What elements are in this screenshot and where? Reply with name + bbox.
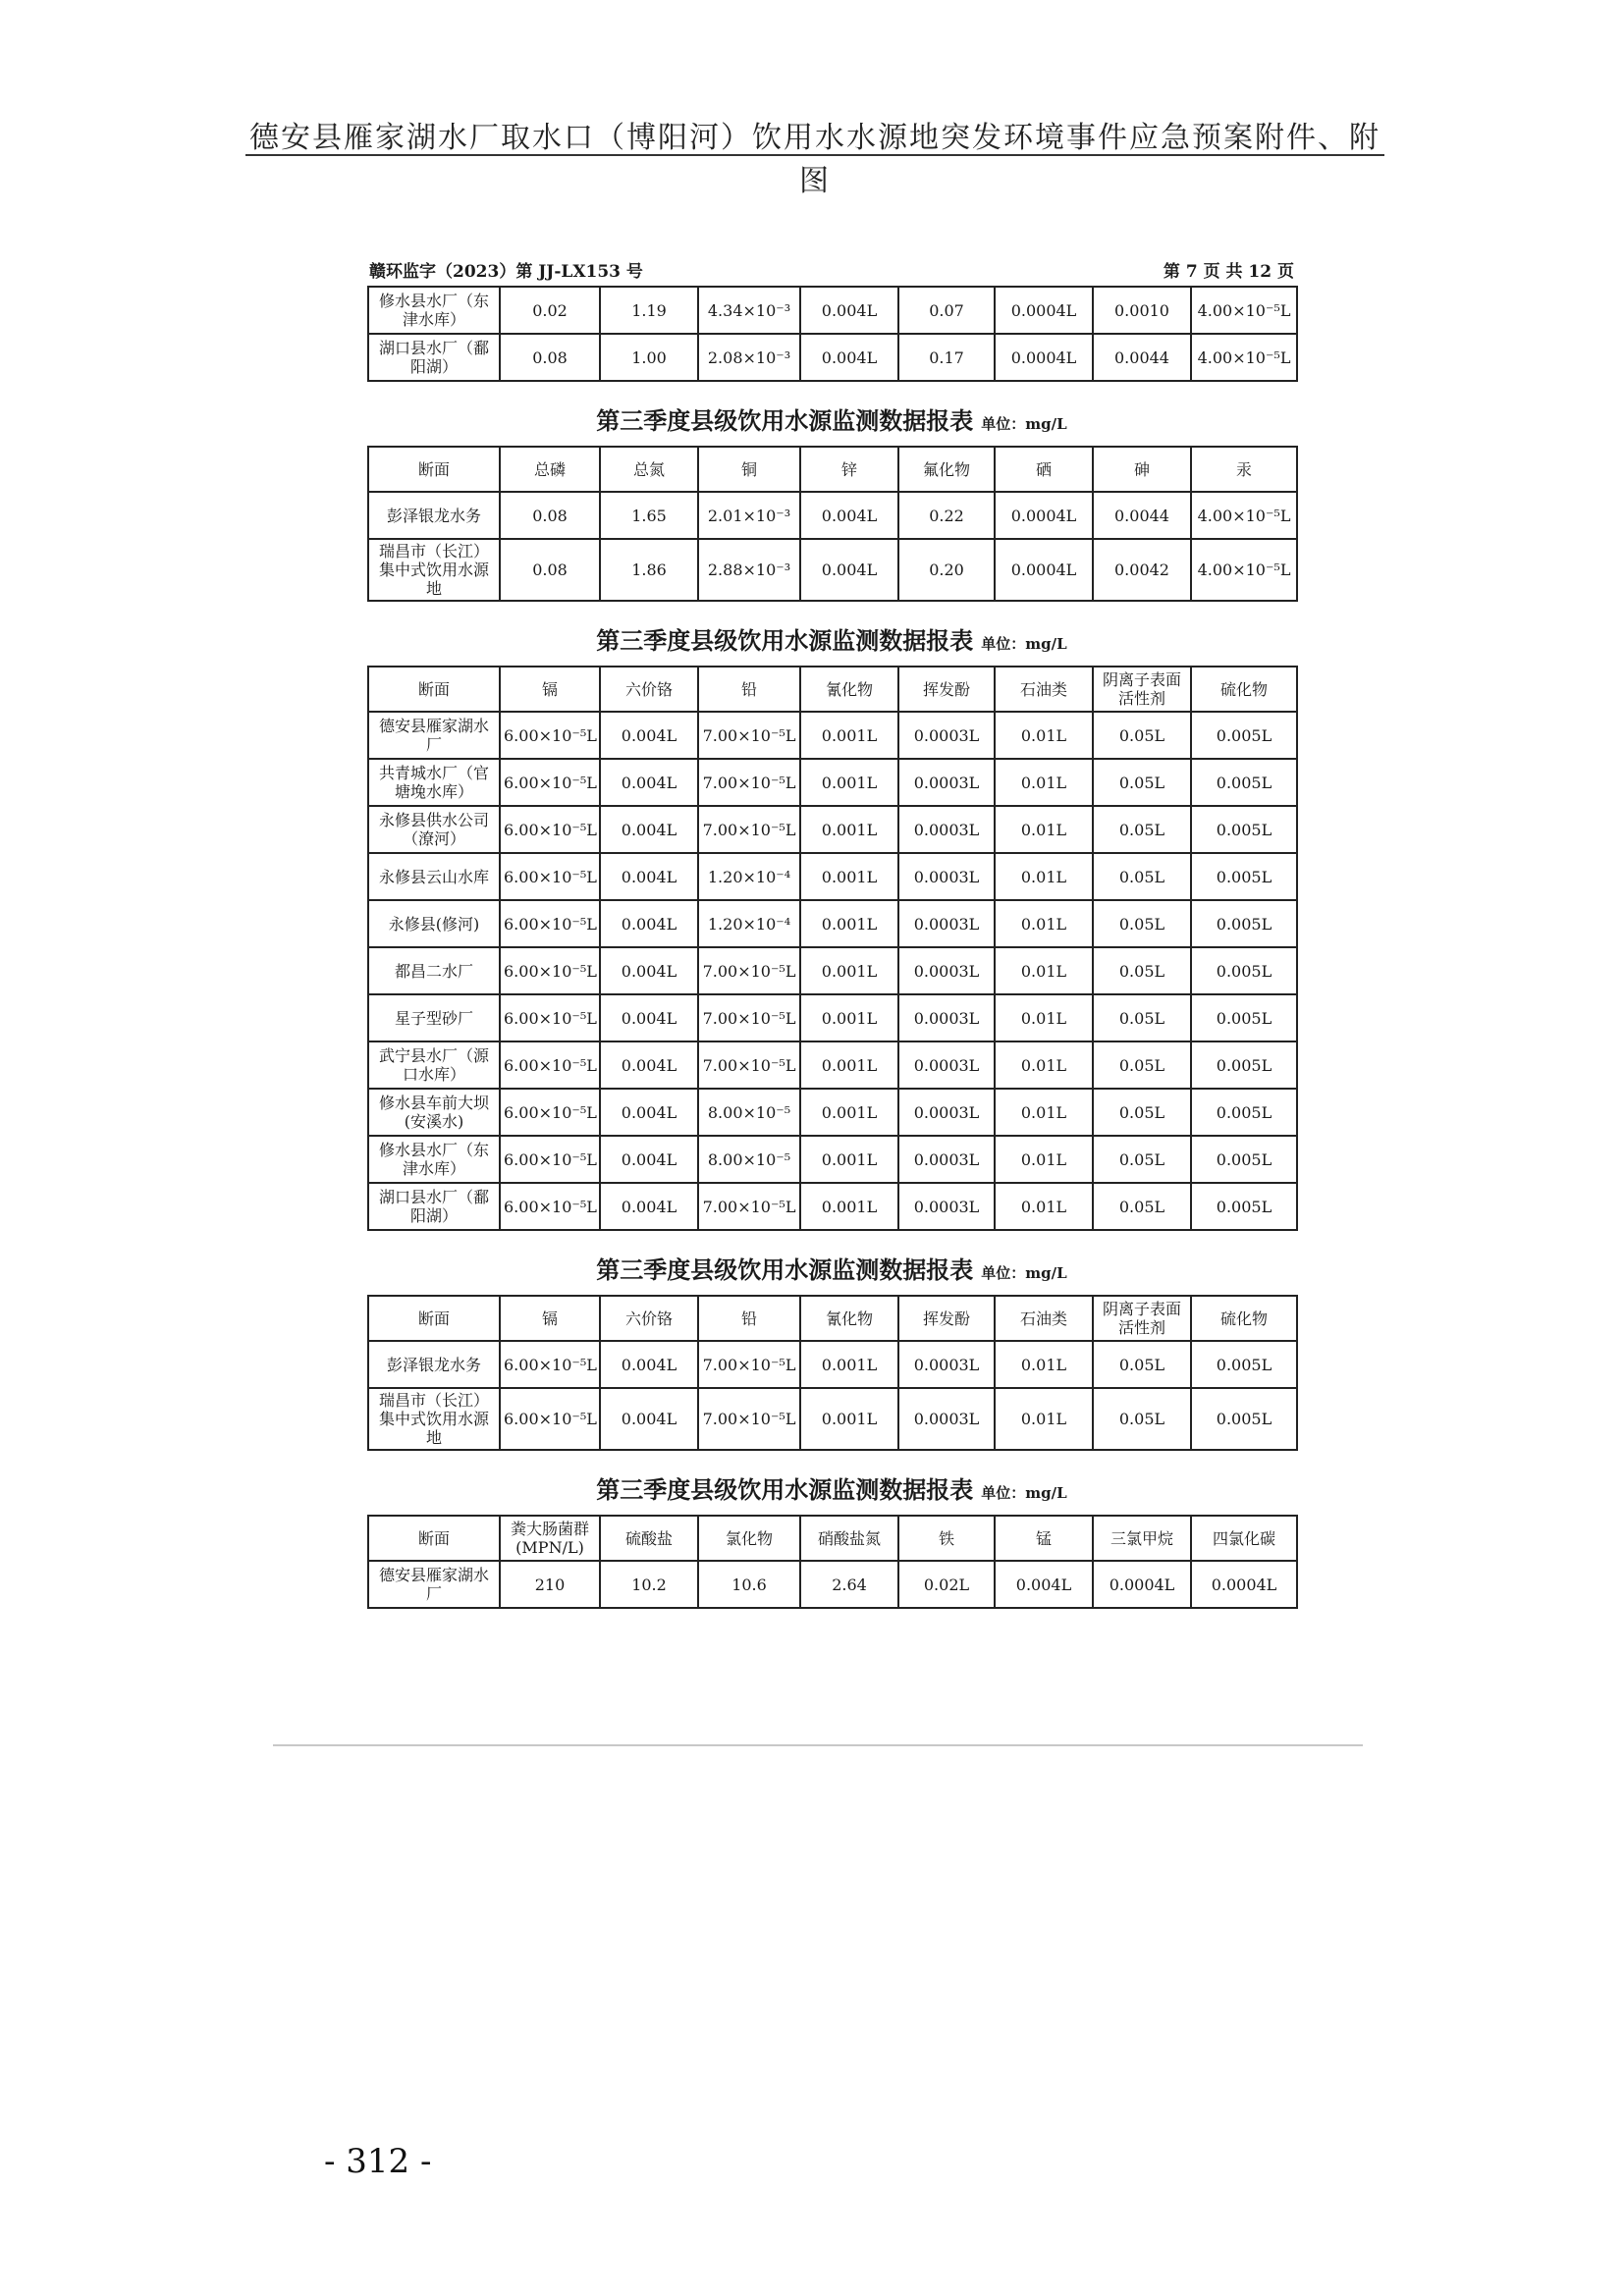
- table-cell: 0.0004L: [995, 539, 1093, 601]
- table-cell: 7.00×10⁻⁵L: [698, 994, 800, 1041]
- column-header: 硫化物: [1191, 667, 1297, 712]
- table-cell: 0.01L: [995, 1136, 1093, 1183]
- table-cell: 0.05L: [1093, 1183, 1191, 1230]
- table-row: [368, 1388, 1297, 1450]
- table-cell: 0.08: [500, 539, 600, 601]
- table-cell: 2.08×10⁻³: [698, 334, 800, 381]
- table-cell: 0.0003L: [898, 947, 995, 994]
- table-cell: 0.004L: [800, 492, 898, 539]
- table4-unit: 单位：mg/L: [981, 1264, 1067, 1282]
- column-header: 氟化物: [898, 447, 995, 492]
- table-cell: 6.00×10⁻⁵L: [500, 1388, 600, 1450]
- table-cell: 10.2: [600, 1561, 698, 1608]
- table-cell: 0.01L: [995, 947, 1093, 994]
- table-cell: 6.00×10⁻⁵L: [500, 1183, 600, 1230]
- table-row: [368, 1041, 1297, 1089]
- row-section-name: 都昌二水厂: [368, 947, 500, 994]
- table-cell: 0.02L: [898, 1561, 995, 1608]
- table-cell: 0.05L: [1093, 759, 1191, 806]
- table-row: [368, 947, 1297, 994]
- table-row: [368, 853, 1297, 900]
- column-header: 铜: [698, 447, 800, 492]
- table-cell: 0.0003L: [898, 1341, 995, 1388]
- table-cell: 0.005L: [1191, 1183, 1297, 1230]
- table-cell: 210: [500, 1561, 600, 1608]
- document-header: 德安县雁家湖水厂取水口（博阳河）饮用水水源地突发环境事件应急预案附件、附图: [249, 121, 1380, 198]
- column-header-section: 断面: [368, 447, 500, 492]
- table-cell: 6.00×10⁻⁵L: [500, 1341, 600, 1388]
- table-cell: 0.005L: [1191, 759, 1297, 806]
- table-cell: 0.001L: [800, 900, 898, 947]
- table-cell: 4.00×10⁻⁵L: [1191, 287, 1297, 334]
- table-cell: 7.00×10⁻⁵L: [698, 806, 800, 853]
- table-row: [368, 1089, 1297, 1136]
- table-cell: 0.004L: [600, 1089, 698, 1136]
- table-cell: 0.20: [898, 539, 995, 601]
- table-cell: 0.05L: [1093, 712, 1191, 759]
- table-cell: 0.001L: [800, 1341, 898, 1388]
- table-cell: 0.004L: [600, 1183, 698, 1230]
- column-header: 铁: [898, 1516, 995, 1561]
- table-cell: 0.05L: [1093, 1089, 1191, 1136]
- table-cell: 0.0003L: [898, 853, 995, 900]
- column-header: 六价铬: [600, 667, 698, 712]
- row-section-name: 湖口县水厂（鄱阳湖）: [368, 1183, 500, 1230]
- table-cell: 0.004L: [600, 1341, 698, 1388]
- table-cell: 7.00×10⁻⁵L: [698, 1041, 800, 1089]
- table5-title-line: [365, 1470, 1298, 1505]
- table-cell: 0.08: [500, 492, 600, 539]
- table-cell: 0.001L: [800, 947, 898, 994]
- table3-title: 第三季度县级饮用水源监测数据报表: [596, 626, 974, 655]
- column-header: 氰化物: [800, 667, 898, 712]
- table-cell: 0.001L: [800, 1136, 898, 1183]
- table5-body: [368, 1561, 1297, 1608]
- table-cell: 0.01L: [995, 759, 1093, 806]
- table-row: [368, 287, 1297, 334]
- table-cell: 0.0003L: [898, 994, 995, 1041]
- column-header: 硫酸盐: [600, 1516, 698, 1561]
- table-cell: 0.01L: [995, 1183, 1093, 1230]
- table-cell: 0.08: [500, 334, 600, 381]
- table-cell: 0.05L: [1093, 853, 1191, 900]
- column-header-section: 断面: [368, 667, 500, 712]
- table-cell: 0.01L: [995, 1041, 1093, 1089]
- table-cell: 0.001L: [800, 853, 898, 900]
- table-cell: 0.005L: [1191, 1089, 1297, 1136]
- row-section-name: 修水县水厂（东津水库）: [368, 1136, 500, 1183]
- row-section-name: 彭泽银龙水务: [368, 492, 500, 539]
- table-cell: 0.004L: [600, 1041, 698, 1089]
- scanned-report: [365, 257, 1298, 1609]
- table-cell: 4.00×10⁻⁵L: [1191, 334, 1297, 381]
- table2-header-row: [368, 447, 1297, 492]
- table-cell: 0.005L: [1191, 1136, 1297, 1183]
- table-cell: 7.00×10⁻⁵L: [698, 1341, 800, 1388]
- data-table-heavy-metals-2: [367, 1295, 1298, 1451]
- table-cell: 0.004L: [600, 994, 698, 1041]
- row-section-name: 永修县(修河): [368, 900, 500, 947]
- row-section-name: 瑞昌市（长江）集中式饮用水源地: [368, 1388, 500, 1450]
- column-header: 氯化物: [698, 1516, 800, 1561]
- table-cell: 0.01L: [995, 806, 1093, 853]
- table-cell: 0.05L: [1093, 1341, 1191, 1388]
- table-cell: 0.01L: [995, 712, 1093, 759]
- table-cell: 0.004L: [995, 1561, 1093, 1608]
- table-cell: 6.00×10⁻⁵L: [500, 1136, 600, 1183]
- table-cell: 0.004L: [800, 539, 898, 601]
- table2-unit: 单位：mg/L: [981, 415, 1067, 433]
- table-cell: 0.05L: [1093, 806, 1191, 853]
- table-cell: 0.0003L: [898, 1388, 995, 1450]
- table-cell: 7.00×10⁻⁵L: [698, 759, 800, 806]
- table-row: [368, 334, 1297, 381]
- table-cell: 0.05L: [1093, 994, 1191, 1041]
- column-header: 硫化物: [1191, 1296, 1297, 1341]
- table-cell: 0.004L: [600, 900, 698, 947]
- table-cell: 0.17: [898, 334, 995, 381]
- table-row: [368, 1136, 1297, 1183]
- row-section-name: 星子型砂厂: [368, 994, 500, 1041]
- table-cell: 6.00×10⁻⁵L: [500, 900, 600, 947]
- table-cell: 0.005L: [1191, 806, 1297, 853]
- table-cell: 1.20×10⁻⁴: [698, 900, 800, 947]
- table-cell: 0.005L: [1191, 1388, 1297, 1450]
- table-cell: 0.001L: [800, 994, 898, 1041]
- row-section-name: 德安县雁家湖水厂: [368, 1561, 500, 1608]
- table-cell: 2.64: [800, 1561, 898, 1608]
- table-cell: 0.01L: [995, 900, 1093, 947]
- table-cell: 4.34×10⁻³: [698, 287, 800, 334]
- table-cell: 8.00×10⁻⁵: [698, 1089, 800, 1136]
- column-header: 粪大肠菌群(MPN/L): [500, 1516, 600, 1561]
- table-cell: 0.004L: [600, 806, 698, 853]
- column-header: 镉: [500, 667, 600, 712]
- table-cell: 0.004L: [800, 287, 898, 334]
- column-header: 汞: [1191, 447, 1297, 492]
- table-cell: 0.001L: [800, 1041, 898, 1089]
- table-cell: 4.00×10⁻⁵L: [1191, 539, 1297, 601]
- table-cell: 0.02: [500, 287, 600, 334]
- table-cell: 0.004L: [600, 947, 698, 994]
- data-table-continued: [367, 286, 1298, 382]
- table-cell: 0.01L: [995, 1341, 1093, 1388]
- column-header: 硒: [995, 447, 1093, 492]
- table-cell: 6.00×10⁻⁵L: [500, 853, 600, 900]
- table-cell: 0.005L: [1191, 1341, 1297, 1388]
- table-cell: 0.0004L: [995, 334, 1093, 381]
- table-cell: 2.01×10⁻³: [698, 492, 800, 539]
- column-header: 砷: [1093, 447, 1191, 492]
- table-row: [368, 712, 1297, 759]
- table-cell: 0.004L: [800, 334, 898, 381]
- table5-header-row: [368, 1516, 1297, 1561]
- table-cell: 0.0004L: [995, 492, 1093, 539]
- table-cell: 0.07: [898, 287, 995, 334]
- table-cell: 4.00×10⁻⁵L: [1191, 492, 1297, 539]
- row-section-name: 武宁县水厂（源口水库）: [368, 1041, 500, 1089]
- table-cell: 0.001L: [800, 712, 898, 759]
- column-header: 三氯甲烷: [1093, 1516, 1191, 1561]
- table-cell: 0.0042: [1093, 539, 1191, 601]
- report-ref-no: 赣环监字（2023）第 JJ-LX153 号: [369, 262, 643, 282]
- table-cell: 2.88×10⁻³: [698, 539, 800, 601]
- table-cell: 0.0044: [1093, 334, 1191, 381]
- column-header: 锌: [800, 447, 898, 492]
- column-header: 总磷: [500, 447, 600, 492]
- table-row: [368, 994, 1297, 1041]
- table3-body: [368, 712, 1297, 1230]
- table-row: [368, 900, 1297, 947]
- report-reference-line: [365, 257, 1298, 286]
- column-header: 硝酸盐氮: [800, 1516, 898, 1561]
- column-header: 镉: [500, 1296, 600, 1341]
- table-cell: 0.005L: [1191, 853, 1297, 900]
- table4-header-row: [368, 1296, 1297, 1341]
- table-row: [368, 806, 1297, 853]
- table-cell: 10.6: [698, 1561, 800, 1608]
- column-header: 阴离子表面活性剂: [1093, 1296, 1191, 1341]
- table-cell: 1.19: [600, 287, 698, 334]
- table-cell: 7.00×10⁻⁵L: [698, 947, 800, 994]
- table-row: [368, 1183, 1297, 1230]
- table-cell: 6.00×10⁻⁵L: [500, 994, 600, 1041]
- table-cell: 0.01L: [995, 994, 1093, 1041]
- table-cell: 0.0003L: [898, 759, 995, 806]
- table-cell: 0.0003L: [898, 806, 995, 853]
- row-section-name: 永修县云山水库: [368, 853, 500, 900]
- row-section-name: 德安县雁家湖水厂: [368, 712, 500, 759]
- table-cell: 0.01L: [995, 1388, 1093, 1450]
- table-cell: 0.004L: [600, 853, 698, 900]
- table-cell: 1.20×10⁻⁴: [698, 853, 800, 900]
- table-cell: 0.22: [898, 492, 995, 539]
- column-header: 挥发酚: [898, 667, 995, 712]
- table-cell: 0.001L: [800, 759, 898, 806]
- table-row: [368, 759, 1297, 806]
- table-cell: 6.00×10⁻⁵L: [500, 759, 600, 806]
- table-cell: 0.005L: [1191, 900, 1297, 947]
- table-cell: 0.01L: [995, 853, 1093, 900]
- table-cell: 1.65: [600, 492, 698, 539]
- table3-title-line: [365, 621, 1298, 656]
- table-cell: 0.0003L: [898, 1136, 995, 1183]
- table-cell: 8.00×10⁻⁵: [698, 1136, 800, 1183]
- table-cell: 0.004L: [600, 1136, 698, 1183]
- table-cell: 0.0010: [1093, 287, 1191, 334]
- table-cell: 0.004L: [600, 1388, 698, 1450]
- table-cell: 0.0044: [1093, 492, 1191, 539]
- table2-title-line: [365, 401, 1298, 436]
- data-table-supplementary: [367, 1515, 1298, 1609]
- table-cell: 7.00×10⁻⁵L: [698, 1388, 800, 1450]
- table-cell: 0.05L: [1093, 1388, 1191, 1450]
- row-section-name: 修水县水厂（东津水库）: [368, 287, 500, 334]
- column-header: 铅: [698, 1296, 800, 1341]
- table-cell: 0.0004L: [1191, 1561, 1297, 1608]
- column-header-section: 断面: [368, 1516, 500, 1561]
- table-cell: 0.01L: [995, 1089, 1093, 1136]
- table-cell: 6.00×10⁻⁵L: [500, 1041, 600, 1089]
- table2-body: [368, 492, 1297, 601]
- table-cell: 0.004L: [600, 759, 698, 806]
- header-divider: [245, 154, 1384, 156]
- table-cell: 6.00×10⁻⁵L: [500, 806, 600, 853]
- column-header: 石油类: [995, 1296, 1093, 1341]
- column-header: 阴离子表面活性剂: [1093, 667, 1191, 712]
- table-cell: 0.05L: [1093, 947, 1191, 994]
- report-page-info: 第 7 页 共 12 页: [1163, 262, 1294, 282]
- table-cell: 0.0004L: [1093, 1561, 1191, 1608]
- table-cell: 0.05L: [1093, 1041, 1191, 1089]
- column-header: 四氯化碳: [1191, 1516, 1297, 1561]
- table3-unit: 单位：mg/L: [981, 635, 1067, 653]
- table-cell: 6.00×10⁻⁵L: [500, 1089, 600, 1136]
- column-header: 石油类: [995, 667, 1093, 712]
- table-cell: 0.005L: [1191, 1041, 1297, 1089]
- table-row: [368, 539, 1297, 601]
- table-cell: 0.05L: [1093, 900, 1191, 947]
- table5-title: 第三季度县级饮用水源监测数据报表: [596, 1475, 974, 1504]
- table-cell: 7.00×10⁻⁵L: [698, 1183, 800, 1230]
- column-header: 氰化物: [800, 1296, 898, 1341]
- table-cell: 0.001L: [800, 1388, 898, 1450]
- table-cell: 0.004L: [600, 712, 698, 759]
- row-section-name: 修水县车前大坝(安溪水): [368, 1089, 500, 1136]
- row-section-name: 瑞昌市（长江）集中式饮用水源地: [368, 539, 500, 601]
- table-row: [368, 1341, 1297, 1388]
- table-cell: 1.00: [600, 334, 698, 381]
- table5-unit: 单位：mg/L: [981, 1484, 1067, 1502]
- table-cell: 6.00×10⁻⁵L: [500, 712, 600, 759]
- column-header: 锰: [995, 1516, 1093, 1561]
- row-section-name: 湖口县水厂（鄱阳湖）: [368, 334, 500, 381]
- table-cell: 0.005L: [1191, 947, 1297, 994]
- table-cell: 0.001L: [800, 1089, 898, 1136]
- table-row: [368, 1561, 1297, 1608]
- table-cell: 1.86: [600, 539, 698, 601]
- column-header: 总氮: [600, 447, 698, 492]
- table-cell: 0.0003L: [898, 1183, 995, 1230]
- table-cell: 0.001L: [800, 806, 898, 853]
- table2-title: 第三季度县级饮用水源监测数据报表: [596, 406, 974, 435]
- data-table-heavy-metals: [367, 666, 1298, 1231]
- column-header-section: 断面: [368, 1296, 500, 1341]
- row-section-name: 永修县供水公司（潦河）: [368, 806, 500, 853]
- table4-title: 第三季度县级饮用水源监测数据报表: [596, 1255, 974, 1284]
- page-number: - 312 -: [324, 2142, 432, 2181]
- table-cell: 0.0003L: [898, 1089, 995, 1136]
- table-cell: 0.0003L: [898, 900, 995, 947]
- bottom-divider: [273, 1744, 1363, 1746]
- table4-body: [368, 1341, 1297, 1450]
- table-cell: 0.005L: [1191, 994, 1297, 1041]
- table-cell: 6.00×10⁻⁵L: [500, 947, 600, 994]
- column-header: 铅: [698, 667, 800, 712]
- data-table-nutrients-metals: [367, 446, 1298, 602]
- row-section-name: 共青城水厂（官塘堍水库）: [368, 759, 500, 806]
- table-cell: 0.005L: [1191, 712, 1297, 759]
- table-cell: 0.0004L: [995, 287, 1093, 334]
- table-cell: 0.0003L: [898, 712, 995, 759]
- table-cell: 0.05L: [1093, 1136, 1191, 1183]
- table-cell: 0.001L: [800, 1183, 898, 1230]
- table3-header-row: [368, 667, 1297, 712]
- column-header: 挥发酚: [898, 1296, 995, 1341]
- row-section-name: 彭泽银龙水务: [368, 1341, 500, 1388]
- column-header: 六价铬: [600, 1296, 698, 1341]
- table1-body: [368, 287, 1297, 381]
- table4-title-line: [365, 1251, 1298, 1285]
- table-cell: 0.0003L: [898, 1041, 995, 1089]
- table-cell: 7.00×10⁻⁵L: [698, 712, 800, 759]
- table-row: [368, 492, 1297, 539]
